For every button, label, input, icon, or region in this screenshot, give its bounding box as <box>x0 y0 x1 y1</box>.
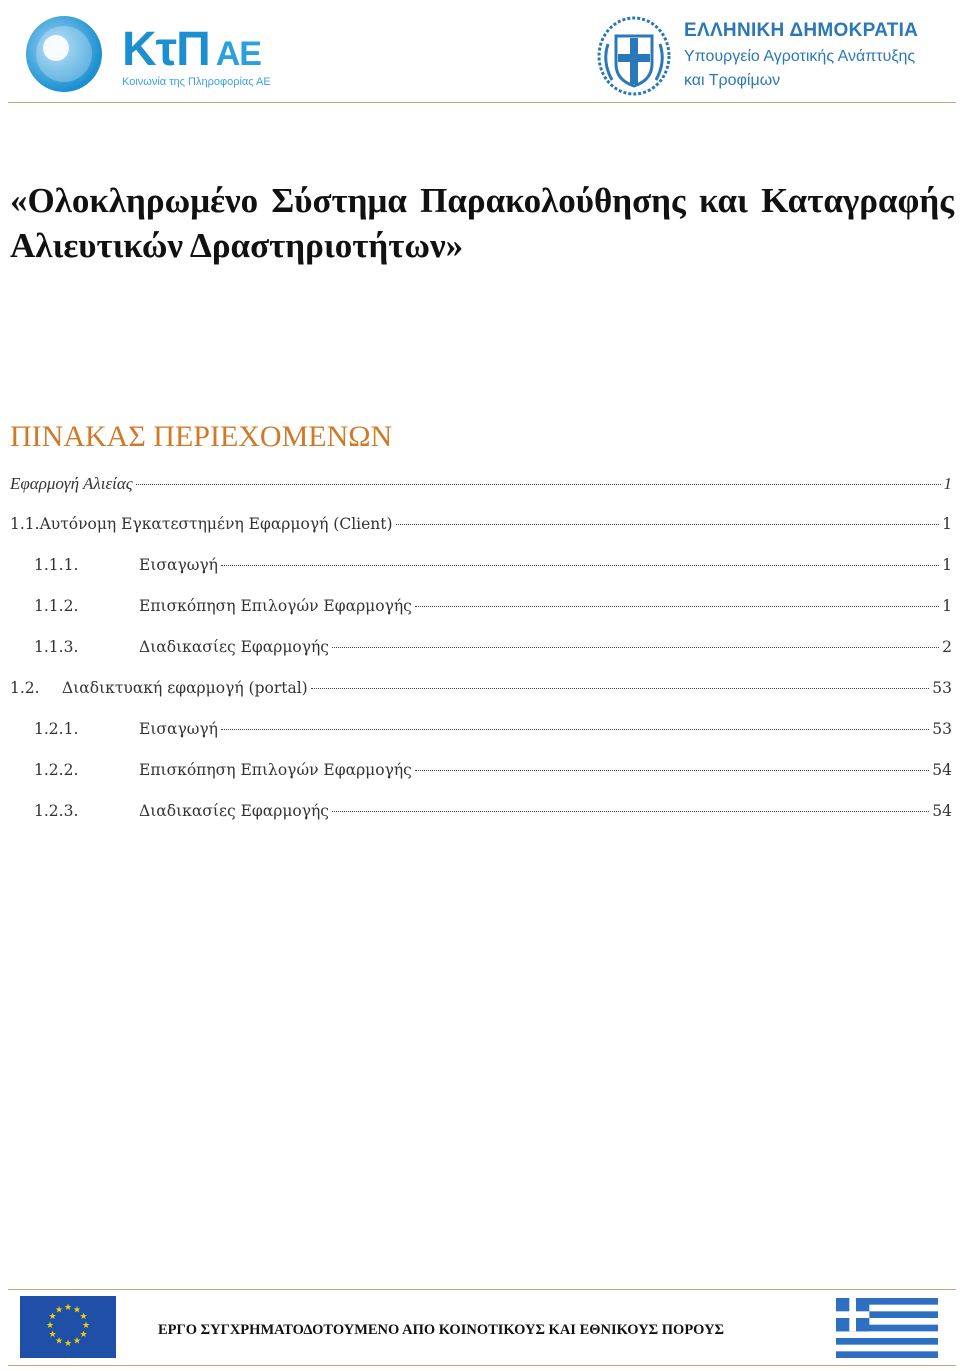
toc-entry-label: Διαδικτυακή εφαρμογή (portal) <box>62 679 308 697</box>
toc-leader-dots <box>415 606 939 607</box>
toc-leader-dots <box>221 565 939 566</box>
toc-entry-number: 1.2.2. <box>34 761 79 779</box>
greek-crest-icon <box>596 14 672 96</box>
ktp-logo-suffix: ΑΕ <box>215 35 261 73</box>
toc-entry[interactable] <box>10 761 952 802</box>
greek-flag-icon <box>836 1298 938 1358</box>
ktp-circle-icon <box>24 14 104 94</box>
footer-divider <box>8 1289 956 1290</box>
toc-entry[interactable] <box>10 597 952 638</box>
footer-bottom-divider <box>8 1365 956 1366</box>
toc-leader-dots <box>415 770 929 771</box>
svg-text:★: ★ <box>48 1312 57 1322</box>
toc-entry-number: 1.1.1. <box>34 556 79 574</box>
ktp-logo <box>24 12 294 96</box>
toc-entry-label: Εφαρμογή Αλιείας <box>10 474 133 493</box>
toc-entry-page: 54 <box>932 761 952 779</box>
toc-leader-dots <box>221 729 929 730</box>
svg-text:★: ★ <box>63 1303 73 1313</box>
ktp-logo-text: ΚτΠ <box>122 23 210 76</box>
toc-entry-label: Εισαγωγή <box>139 556 218 574</box>
toc-entry-number: 1.1.2. <box>34 597 79 615</box>
svg-text:★: ★ <box>72 1305 82 1316</box>
header-divider <box>8 102 956 103</box>
svg-text:★: ★ <box>54 1336 64 1347</box>
toc-entry-label: Διαδικασίες Εφαρμογής <box>139 802 329 820</box>
toc-heading: ΠΙΝΑΚΑΣ ΠΕΡΙΕΧΟΜΕΝΩΝ <box>10 420 393 453</box>
toc-entry[interactable] <box>10 474 952 515</box>
toc-entry[interactable] <box>10 556 952 597</box>
toc-leader-dots <box>136 484 941 485</box>
svg-text:★: ★ <box>48 1330 57 1340</box>
toc-entry-number: 1.2.3. <box>34 802 79 820</box>
toc-entry-page: 1 <box>942 597 952 615</box>
ministry-line1: ΕΛΛΗΝΙΚΗ ΔΗΜΟΚΡΑΤΙΑ <box>684 20 919 41</box>
toc-leader-dots <box>396 524 940 525</box>
toc-entry-number: 1.1. <box>10 515 40 533</box>
toc-entry-number: 1.2.1. <box>34 720 79 738</box>
eu-flag-icon <box>20 1296 116 1358</box>
toc-entry-page: 1 <box>942 515 952 533</box>
svg-text:★: ★ <box>45 1321 55 1331</box>
toc-entry[interactable] <box>10 802 952 843</box>
toc-entry-label: Επισκόπηση Επιλογών Εφαρμογής <box>139 761 412 779</box>
toc-leader-dots <box>332 811 929 812</box>
ktp-logo-tagline: Κοινωνία της Πληροφορίας ΑΕ <box>122 76 271 88</box>
toc-entry-page: 53 <box>932 720 952 738</box>
toc-leader-dots <box>332 647 939 648</box>
footer-funding-text: ΕΡΓΟ ΣΥΓΧΡΗΜΑΤΟΔΟΤΟΥΜΕΝΟ ΑΠΟ ΚΟΙΝΟΤΙΚΟΥΣ ΚΑΙ ΕΘΝΙΚΟΥΣ ΠΟΡΟΥΣ <box>158 1322 725 1338</box>
table-of-contents <box>10 474 952 843</box>
svg-text:★: ★ <box>72 1336 82 1347</box>
svg-text:★: ★ <box>63 1339 73 1349</box>
toc-entry-page: 2 <box>942 638 952 656</box>
toc-entry-label: Αυτόνομη Εγκατεστημένη Εφαρμογή (Client) <box>39 515 393 533</box>
toc-entry-label: Διαδικασίες Εφαρμογής <box>139 638 329 656</box>
toc-entry-number: 1.1.3. <box>34 638 79 656</box>
svg-text:★: ★ <box>79 1330 88 1340</box>
svg-text:★: ★ <box>54 1305 64 1316</box>
ministry-logo <box>596 14 952 98</box>
toc-entry[interactable] <box>10 515 952 556</box>
toc-entry-label: Εισαγωγή <box>139 720 218 738</box>
toc-leader-dots <box>311 688 930 689</box>
toc-entry-label: Επισκόπηση Επιλογών Εφαρμογής <box>139 597 412 615</box>
svg-text:★: ★ <box>79 1312 88 1322</box>
toc-entry-number: 1.2. <box>10 679 40 697</box>
toc-entry-page: 53 <box>932 679 952 697</box>
toc-entry-page: 1 <box>943 474 952 493</box>
toc-entry[interactable] <box>10 720 952 761</box>
toc-entry[interactable] <box>10 679 952 720</box>
toc-entry-page: 54 <box>932 802 952 820</box>
ministry-line3: και Τροφίμων <box>684 72 781 89</box>
ministry-line2: Υπουργείο Αγροτικής Ανάπτυξης <box>684 48 916 65</box>
document-title: «Ολοκληρωμένο Σύστημα Παρακολούθησης και Καταγραφής Αλιευτικών Δραστηριοτήτων» <box>10 181 954 265</box>
svg-text:★: ★ <box>81 1321 91 1331</box>
toc-entry-page: 1 <box>942 556 952 574</box>
toc-entry[interactable] <box>10 638 952 679</box>
ktp-logo-name <box>122 23 261 78</box>
